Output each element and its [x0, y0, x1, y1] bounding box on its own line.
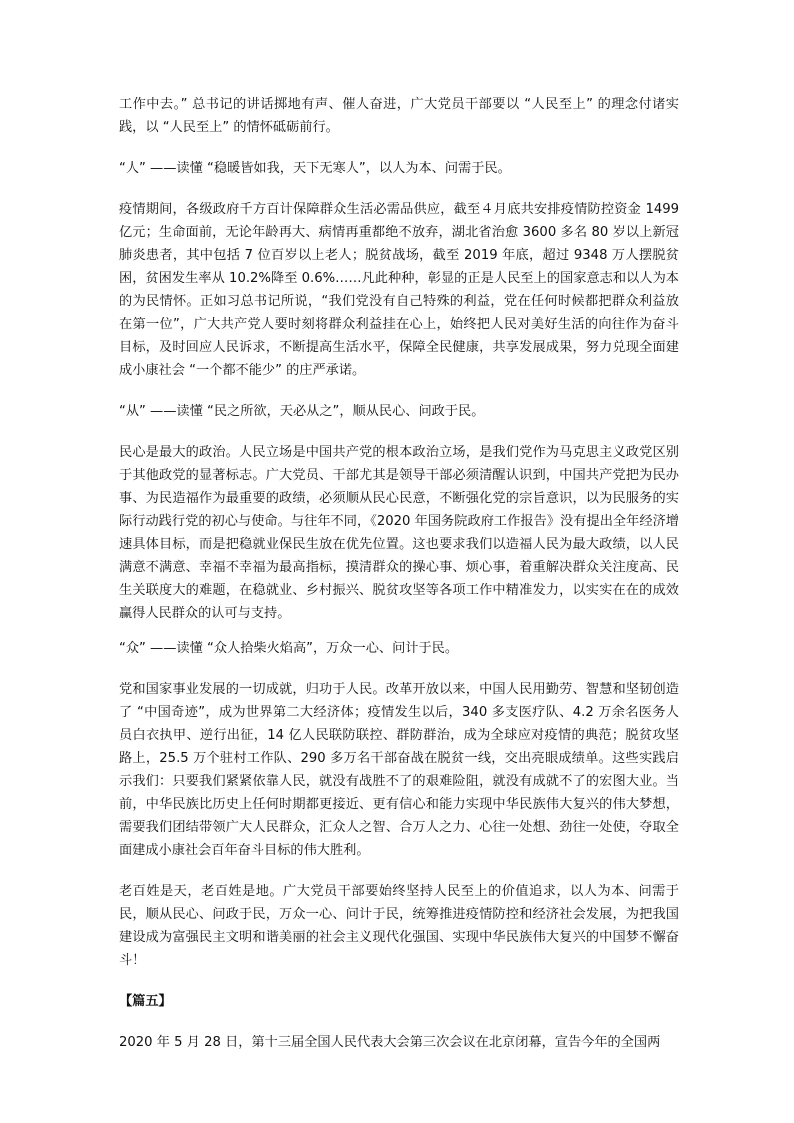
section-title-part-five: 【篇五】 — [119, 994, 172, 1009]
subheading-zhong: “众” ——读懂 “众人拾柴火焰高”，万众一心、问计于民。 — [119, 641, 459, 656]
subheading-ren: “人” ——读懂 “稳暖皆如我，天下无寒人”，以人为本、问需于民。 — [119, 161, 511, 176]
paragraph-intro: 工作中去。” 总书记的讲话掷地有声、催人奋进，广大党员干部要以 “人民至上” 的理念付诸实践，以 “人民至上” 的情怀砥砺前行。 — [119, 97, 679, 135]
paragraph-part-five-start: 2020 年 5 月 28 日，第十三届全国人民代表大会第三次会议在北京闭幕，宣告今年的全国两 — [119, 1035, 661, 1050]
document-body — [119, 93, 679, 1054]
subheading-cong: “从” ——读懂 “民之所欲，天必从之”，顺从民心、问政于民。 — [119, 404, 485, 419]
paragraph-cong: 民心是最大的政治。人民立场是中国共产党的根本政治立场，是我们党作为马克思主义政党区别于其他政党的显著标志。广大党员、干部尤其是领导干部必须清醒认识到，中国共产党把为民办事、为民造福作为最重要的政绩，必须顺从民心民意，不断强化党的宗旨意识，以为民服务的实际行动践行党的初心与使命。与往年不同，《2020 年国务院政府工作报告》没有提出全年经济增速具体目标，而是把稳就业保民生放在优先位置。这也要求我们以造福人民为最大政绩，以人民满意不满意、幸福不幸福为最高指标，摸清群众的操心事、烦心事，着重解决群众关注度高、民生关联度大的难题，在稳就业、乡村振兴、脱贫攻坚等各项工作中精准发力，以实实在在的成效赢得人民群众的认可与支持。 — [119, 445, 679, 621]
paragraph-ren: 疫情期间，各级政府千方百计保障群众生活必需品供应，截至４月底共安排疫情防控资金 1499 亿元；生命面前，无论年龄再大、病情再重都绝不放弃，湖北省治愈 3600 多名 80 岁以上新冠肺炎患者，其中包括 7 位百岁以上老人；脱贫战场，截至 2019 年底，超过 9348 万人摆脱贫困，贫困发生率从 10.2%降至 0.6%……凡此种种，彰显的正是人民至上的国家意志和以人为本的为民情怀。正如习总书记所说，“我们党没有自己特殊的利益，党在任何时候都把群众利益放在第一位”，广大共产党人要时刻将群众利益挂在心上，始终把人民对美好生活的向往作为奋斗目标，及时回应人民诉求，不断提高生活水平，保障全民健康，共享发展成果，努力兑现全面建成小康社会 “一个都不能少” 的庄严承诺。 — [119, 202, 679, 378]
paragraph-conclusion: 老百姓是天，老百姓是地。广大党员干部要始终坚持人民至上的价值追求，以人为本、问需于民，顺从民心、问政于民，万众一心、问计于民，统筹推进疫情防控和经济社会发展，为把我国建设成为富强民主文明和谐美丽的社会主义现代化强国、实现中华民族伟大复兴的中国梦不懈奋斗！ — [119, 884, 679, 968]
paragraph-zhong: 党和国家事业发展的一切成就，归功于人民。改革开放以来，中国人民用勤劳、智慧和坚韧创造了 “中国奇迹”，成为世界第二大经济体；疫情发生以后，340 多支医疗队、4.2 万余名医务人员白衣执甲、逆行出征，14 亿人民联防联控、群防群治，成为全球应对疫情的典范；脱贫攻坚路上，25.5 万个驻村工作队、290 多万名干部奋战在脱贫一线，交出亮眼成绩单。这些实践启示我们：只要我们紧紧依靠人民，就没有战胜不了的艰难险阻，就没有成就不了的宏图大业。当前，中华民族比历史上任何时期都更接近、更有信心和能力实现中华民族伟大复兴的伟大梦想，需要我们团结带领广大人民群众，汇众人之智、合万人之力、心往一处想、劲往一处使，夺取全面建成小康社会百年奋斗目标的伟大胜利。 — [119, 682, 679, 858]
